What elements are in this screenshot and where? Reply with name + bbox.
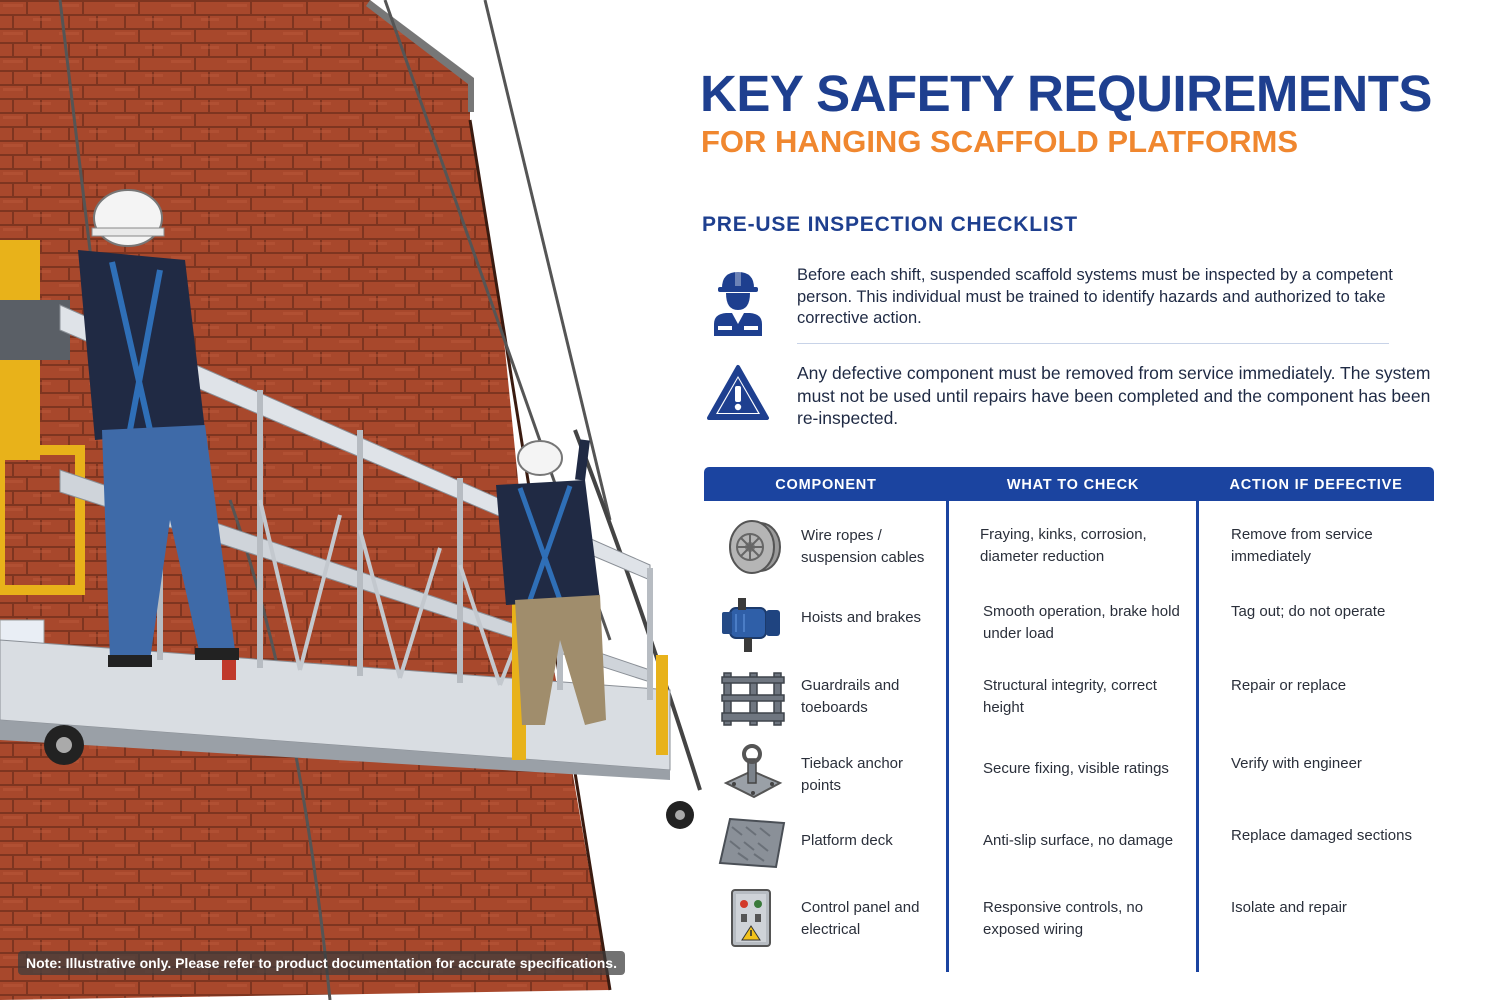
table-cell-component: Tieback anchor points (801, 755, 903, 794)
column-divider (1196, 467, 1199, 972)
inspection-text-1: Before each shift, suspended scaffold systems must be inspected by a competent person. This individual must be trained to identify hazards and authorized to take corrective action. (797, 266, 1393, 328)
hoist-motor-icon (716, 594, 788, 654)
wire-rope-coil-icon (716, 517, 788, 577)
table-cell-component: Wire ropes / suspension cables (801, 527, 925, 566)
table-cell-check: Smooth operation, brake hold under load (983, 603, 1180, 642)
table-cell-component: Platform deck (801, 832, 893, 849)
inspection-text-2: Any defective component must be removed from service immediately. The system must not be used until repairs have been completed and the component has been re-inspected. (797, 363, 1431, 428)
page-title: KEY SAFETY REQUIREMENTS (700, 65, 1432, 122)
table-cell-check: Structural integrity, correct height (983, 677, 1157, 716)
table-cell-component: Guardrails and toeboards (801, 677, 900, 716)
column-header-check: WHAT TO CHECK (1006, 477, 1140, 493)
table-cell-action: Verify with engineer (1231, 755, 1362, 772)
table-cell-check: Fraying, kinks, corrosion, diameter reduction (980, 526, 1147, 565)
divider (797, 343, 1389, 344)
table-cell-component: Hoists and brakes (801, 609, 922, 626)
table-cell-check: Anti-slip surface, no damage (983, 832, 1174, 849)
column-header-component: COMPONENT (775, 477, 877, 493)
table-cell-component: Control panel and electrical (801, 899, 920, 938)
anchor-point-icon (716, 743, 788, 803)
column-header-action: ACTION IF DEFECTIVE (1229, 477, 1403, 493)
table-cell-action: Isolate and repair (1231, 899, 1347, 916)
table-cell-action: Tag out; do not operate (1231, 603, 1386, 620)
table-cell-check: Secure fixing, visible ratings (983, 760, 1169, 777)
worker-hardhat-icon (710, 268, 766, 336)
table-header (704, 467, 1434, 501)
disclaimer-note: Note: Illustrative only. Please refer to product documentation for accurate specifications. (18, 951, 625, 975)
scaffold-illustration (0, 0, 710, 1000)
page-subtitle: FOR HANGING SCAFFOLD PLATFORMS (701, 124, 1298, 159)
table-cell-action: Replace damaged sections (1231, 827, 1412, 844)
inspection-heading: PRE-USE INSPECTION CHECKLIST (702, 213, 1078, 236)
column-divider (946, 467, 949, 972)
warning-triangle-icon (706, 364, 770, 422)
control-panel-icon (716, 888, 788, 948)
table-cell-action: Repair or replace (1231, 677, 1347, 694)
table-cell-action: Remove from service immediately (1231, 526, 1373, 565)
platform-deck-icon (716, 813, 788, 873)
guardrail-icon (716, 669, 788, 729)
table-cell-check: Responsive controls, no exposed wiring (983, 899, 1144, 938)
